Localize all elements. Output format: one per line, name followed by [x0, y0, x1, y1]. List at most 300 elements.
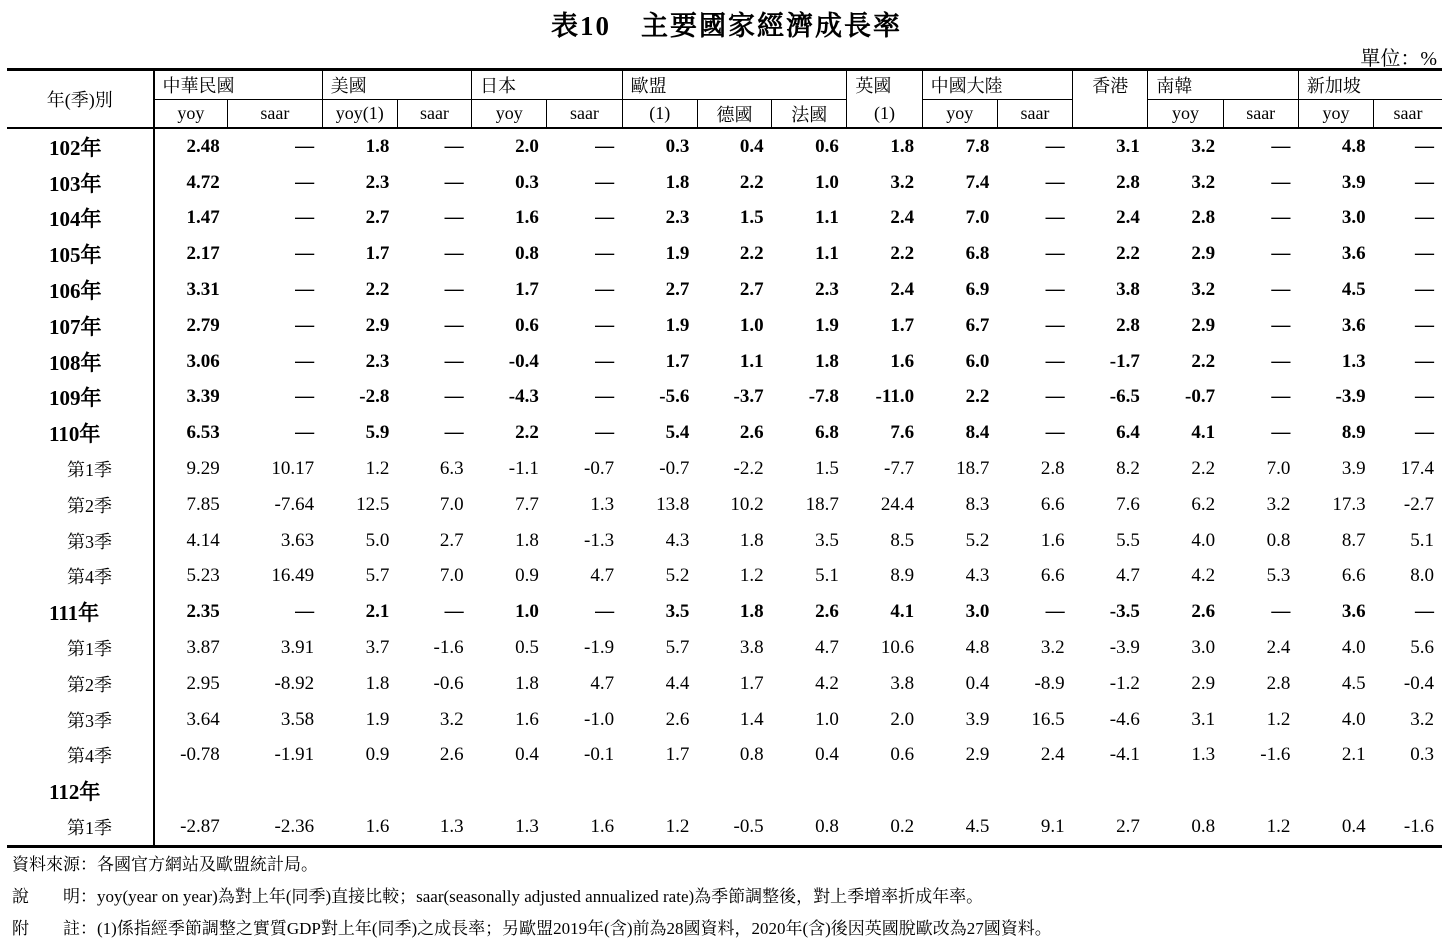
- table-cell: —: [595, 171, 615, 193]
- table-cell: 2.8: [1116, 171, 1140, 193]
- table-cell: 2.7: [439, 529, 464, 551]
- table-cell: 1.9: [665, 243, 690, 265]
- table-cell: —: [295, 314, 315, 336]
- row-label: 103年: [7, 165, 154, 201]
- table-cell: 4.3: [665, 529, 690, 551]
- table-cell: 4.5: [1341, 279, 1366, 301]
- table-cell: 2.4: [890, 279, 915, 301]
- table-cell: -1.9: [584, 637, 615, 659]
- row-label: 第2季: [7, 487, 154, 523]
- table-row: [7, 630, 1442, 666]
- group-header: 中國大陸: [922, 70, 1073, 100]
- table-cell: -0.6: [433, 672, 464, 694]
- table-cell: —: [295, 171, 315, 193]
- table-cell: —: [1271, 422, 1291, 444]
- table-cell: —: [1415, 314, 1434, 336]
- row-label: 109年: [7, 380, 154, 416]
- table-cell: —: [1415, 386, 1434, 408]
- table-cell: 1.7: [365, 243, 390, 265]
- page-title: [0, 4, 1453, 43]
- table-cell: -7.64: [274, 493, 315, 515]
- table-cell: 1.1: [739, 350, 764, 372]
- table-cell: 7.0: [1266, 458, 1291, 480]
- table-cell: 8.7: [1341, 529, 1366, 551]
- table-cell: 2.79: [186, 314, 220, 336]
- table-cell: 3.06: [186, 350, 220, 372]
- table-cell: 3.0: [965, 601, 990, 623]
- table-cell: 1.3: [397, 809, 471, 846]
- table-cell: —: [444, 243, 464, 265]
- sub-header: saar: [1223, 100, 1298, 129]
- table-cell: 2.17: [186, 243, 220, 265]
- table-cell: [772, 773, 847, 809]
- header-row-subs: [7, 100, 1442, 129]
- table-cell: -1.3: [584, 529, 615, 551]
- table-cell: 5.5: [1116, 529, 1140, 551]
- table-cell: 4.0: [1341, 708, 1366, 730]
- table-cell: 2.2: [1191, 458, 1216, 480]
- table-cell: —: [1045, 207, 1065, 229]
- group-header: 中華民國: [154, 70, 323, 100]
- table-cell: 24.4: [880, 493, 915, 515]
- table-cell: 3.2: [1191, 135, 1216, 157]
- table-cell: 3.8: [739, 637, 764, 659]
- table-cell: 10.17: [271, 458, 315, 480]
- group-header: 南韓: [1148, 70, 1299, 100]
- sub-header: saar: [547, 100, 622, 129]
- table-cell: 0.4: [1298, 809, 1373, 846]
- table-cell: 0.4: [965, 672, 990, 694]
- table-cell: —: [595, 207, 615, 229]
- table-cell: 2.3: [365, 350, 390, 372]
- row-label: 107年: [7, 308, 154, 344]
- table-cell: 3.2: [1191, 171, 1216, 193]
- table-cell: -7.8: [808, 386, 839, 408]
- table-cell: —: [1415, 601, 1434, 623]
- row-label: 111年: [7, 594, 154, 630]
- table-cell: 2.6: [665, 708, 690, 730]
- sub-header: yoy: [1298, 100, 1373, 129]
- table-cell: 12.5: [356, 493, 390, 515]
- table-cell: 2.3: [665, 207, 690, 229]
- table-cell: —: [444, 422, 464, 444]
- table-cell: —: [1415, 279, 1434, 301]
- table-cell: -2.7: [1403, 493, 1434, 515]
- table-cell: 2.9: [1191, 672, 1216, 694]
- footnote-text: 各國官方網站及歐盟統計局。: [97, 855, 318, 874]
- table-cell: —: [1271, 386, 1291, 408]
- table-row: [7, 380, 1442, 416]
- table-cell: 1.0: [815, 171, 839, 193]
- table-cell: 3.6: [1341, 243, 1366, 265]
- table-cell: 1.0: [815, 708, 839, 730]
- row-label: 108年: [7, 344, 154, 380]
- table-cell: 2.35: [186, 601, 220, 623]
- table-cell: 3.64: [186, 708, 220, 730]
- table-cell: —: [595, 243, 615, 265]
- table-cell: 6.6: [1040, 493, 1065, 515]
- table-cell: —: [595, 279, 615, 301]
- table-cell: 4.7: [815, 637, 839, 659]
- table-cell: 6.3: [439, 458, 464, 480]
- row-label: 第1季: [7, 630, 154, 666]
- footnote-line: [12, 881, 1052, 913]
- table-cell: —: [1271, 243, 1291, 265]
- table-cell: 8.5: [890, 529, 915, 551]
- table-cell: 0.8: [739, 744, 764, 766]
- table-cell: -8.9: [1034, 672, 1065, 694]
- sub-header: yoy: [1148, 100, 1223, 129]
- table-cell: 3.5: [815, 529, 839, 551]
- table-cell: 3.0: [1191, 637, 1216, 659]
- table-cell: 7.4: [965, 171, 990, 193]
- table-cell: 7.0: [439, 493, 464, 515]
- table-cell: [1148, 773, 1223, 809]
- table-cell: 2.7: [365, 207, 390, 229]
- table-cell: —: [1271, 350, 1291, 372]
- table-cell: 0.3: [1410, 744, 1434, 766]
- growth-table-container: [7, 68, 1442, 848]
- table-cell: 7.85: [186, 493, 220, 515]
- table-cell: —: [444, 386, 464, 408]
- sub-header: 法國: [772, 100, 847, 129]
- table-cell: 1.47: [186, 207, 220, 229]
- table-row: [7, 344, 1442, 380]
- table-cell: 5.6: [1410, 637, 1434, 659]
- table-cell: 1.6: [515, 207, 539, 229]
- table-cell: 1.2: [739, 565, 764, 587]
- table-cell: 1.7: [890, 314, 915, 336]
- table-cell: -3.9: [1109, 637, 1140, 659]
- table-cell: -3.9: [1335, 386, 1366, 408]
- table-cell: 3.7: [365, 637, 390, 659]
- sub-header: yoy(1): [322, 100, 397, 129]
- table-cell: 1.3: [590, 493, 615, 515]
- table-cell: 4.7: [590, 672, 615, 694]
- table-cell: 1.8: [815, 350, 839, 372]
- sub-header: (1): [847, 100, 922, 129]
- table-cell: 3.2: [439, 708, 464, 730]
- table-cell: 6.6: [1040, 565, 1065, 587]
- table-cell: —: [444, 279, 464, 301]
- table-cell: 1.5: [739, 207, 764, 229]
- footnote-text: yoy(year on year)為對上年(同季)直接比較；saar(seasonally adjusted annualized rate)為季節調整後，對上季增率折成年率。: [97, 887, 984, 906]
- table-cell: —: [1045, 171, 1065, 193]
- table-cell: —: [444, 171, 464, 193]
- table-cell: —: [1271, 279, 1291, 301]
- table-cell: -3.5: [1109, 601, 1140, 623]
- table-cell: 2.4: [890, 207, 915, 229]
- table-cell: -4.6: [1109, 708, 1140, 730]
- table-cell: 3.63: [280, 529, 315, 551]
- table-cell: 10.6: [880, 637, 915, 659]
- table-cell: 7.8: [965, 135, 990, 157]
- table-cell: 2.0: [890, 708, 915, 730]
- table-cell: 0.4: [515, 744, 539, 766]
- table-cell: 4.0: [1341, 637, 1366, 659]
- table-cell: 6.7: [965, 314, 990, 336]
- table-cell: [228, 773, 322, 809]
- table-cell: 0.6: [815, 135, 839, 157]
- sub-header: (1): [622, 100, 697, 129]
- table-cell: —: [1045, 601, 1065, 623]
- table-row: [7, 487, 1442, 523]
- table-cell: 4.14: [186, 529, 220, 551]
- table-row: [7, 523, 1442, 559]
- table-cell: 1.8: [739, 529, 764, 551]
- table-cell: 2.4: [1116, 207, 1140, 229]
- table-cell: 8.9: [890, 565, 915, 587]
- sub-header: yoy: [154, 100, 228, 129]
- table-cell: 2.2: [739, 243, 764, 265]
- table-cell: 1.8: [515, 529, 539, 551]
- table-cell: —: [1415, 171, 1434, 193]
- row-label: 第1季: [7, 809, 154, 846]
- table-cell: [847, 773, 922, 809]
- table-cell: 8.4: [965, 422, 990, 444]
- table-row: [7, 773, 1442, 809]
- table-cell: 1.8: [665, 171, 690, 193]
- table-cell: 2.9: [965, 744, 990, 766]
- table-cell: [397, 773, 471, 809]
- table-cell: —: [295, 243, 315, 265]
- table-cell: 0.3: [515, 171, 539, 193]
- row-label: 第4季: [7, 559, 154, 595]
- table-cell: 1.2: [622, 809, 697, 846]
- table-cell: 3.2: [1040, 637, 1065, 659]
- table-cell: 2.2: [365, 279, 390, 301]
- table-cell: —: [444, 601, 464, 623]
- table-cell: 10.2: [730, 493, 764, 515]
- footnotes: [12, 849, 1052, 945]
- table-cell: 4.1: [1191, 422, 1216, 444]
- table-cell: 6.2: [1191, 493, 1216, 515]
- table-cell: 2.8: [1116, 314, 1140, 336]
- table-cell: 3.2: [1191, 279, 1216, 301]
- table-cell: 18.7: [956, 458, 990, 480]
- table-cell: [997, 773, 1072, 809]
- table-cell: 5.7: [665, 637, 690, 659]
- table-cell: 1.3: [472, 809, 547, 846]
- table-cell: 0.8: [515, 243, 539, 265]
- table-cell: -1.91: [274, 744, 315, 766]
- table-cell: 2.6: [739, 422, 764, 444]
- table-cell: —: [1045, 386, 1065, 408]
- table-cell: —: [1415, 243, 1434, 265]
- table-cell: 2.2: [890, 243, 915, 265]
- table-cell: [622, 773, 697, 809]
- table-cell: —: [295, 207, 315, 229]
- table-cell: 3.1: [1191, 708, 1216, 730]
- table-cell: 3.8: [1116, 279, 1140, 301]
- table-cell: 1.2: [365, 458, 390, 480]
- row-label: 104年: [7, 201, 154, 237]
- table-cell: 2.2: [1191, 350, 1216, 372]
- row-label: 第4季: [7, 738, 154, 774]
- row-label: 第2季: [7, 666, 154, 702]
- table-cell: 0.8: [1266, 529, 1291, 551]
- table-row: [7, 272, 1442, 308]
- table-cell: —: [444, 207, 464, 229]
- growth-table: [7, 68, 1442, 848]
- table-cell: 1.7: [665, 744, 690, 766]
- table-cell: —: [1271, 171, 1291, 193]
- table-cell: 2.9: [1191, 243, 1216, 265]
- table-cell: 5.23: [186, 565, 220, 587]
- table-cell: —: [444, 350, 464, 372]
- table-number: 表10: [551, 11, 611, 41]
- table-row: [7, 702, 1442, 738]
- table-cell: 6.9: [965, 279, 990, 301]
- table-cell: —: [1415, 207, 1434, 229]
- sub-header: yoy: [922, 100, 997, 129]
- table-cell: —: [595, 422, 615, 444]
- row-label: 110年: [7, 415, 154, 451]
- table-cell: -5.6: [659, 386, 690, 408]
- table-cell: -1.6: [1374, 809, 1442, 846]
- footnote-key: 資料來源：: [12, 855, 97, 874]
- table-cell: 8.3: [965, 493, 990, 515]
- row-label: 第1季: [7, 451, 154, 487]
- table-cell: 1.6: [1040, 529, 1065, 551]
- table-cell: 5.2: [965, 529, 990, 551]
- table-cell: 3.2: [890, 171, 915, 193]
- table-cell: 3.58: [280, 708, 315, 730]
- table-row: [7, 201, 1442, 237]
- row-label: 105年: [7, 236, 154, 272]
- table-cell: 3.91: [280, 637, 315, 659]
- sub-header: saar: [1374, 100, 1442, 129]
- table-cell: 7.6: [1116, 493, 1140, 515]
- table-cell: 0.9: [515, 565, 539, 587]
- table-cell: 4.4: [665, 672, 690, 694]
- table-cell: 7.6: [890, 422, 915, 444]
- table-cell: —: [1045, 279, 1065, 301]
- table-cell: —: [1271, 601, 1291, 623]
- table-row: [7, 165, 1442, 201]
- table-cell: 8.0: [1410, 565, 1434, 587]
- table-cell: 1.6: [515, 708, 539, 730]
- unit-label: 單位：%: [1360, 48, 1437, 70]
- table-cell: 6.8: [965, 243, 990, 265]
- table-cell: 1.9: [665, 314, 690, 336]
- table-cell: 0.6: [890, 744, 915, 766]
- table-cell: 1.0: [739, 314, 764, 336]
- table-cell: 0.4: [815, 744, 839, 766]
- table-cell: 5.0: [365, 529, 390, 551]
- table-cell: -0.4: [1403, 672, 1434, 694]
- table-cell: 4.2: [1191, 565, 1216, 587]
- table-row: [7, 451, 1442, 487]
- table-cell: 2.3: [815, 279, 839, 301]
- table-cell: 2.7: [1073, 809, 1148, 846]
- table-cell: —: [295, 601, 315, 623]
- table-cell: 2.48: [186, 135, 220, 157]
- table-cell: 0.3: [665, 135, 690, 157]
- table-cell: 2.2: [965, 386, 990, 408]
- table-cell: 3.0: [1341, 207, 1366, 229]
- table-cell: 2.7: [665, 279, 690, 301]
- table-cell: -11.0: [875, 386, 915, 408]
- table-cell: 6.6: [1341, 565, 1366, 587]
- table-cell: 1.6: [322, 809, 397, 846]
- table-cell: 5.1: [1410, 529, 1434, 551]
- table-cell: 3.1: [1116, 135, 1140, 157]
- table-cell: 1.6: [890, 350, 915, 372]
- table-cell: 7.7: [515, 493, 539, 515]
- table-cell: 0.9: [365, 744, 390, 766]
- table-cell: -7.7: [884, 458, 915, 480]
- table-cell: [1374, 773, 1442, 809]
- sub-header: [1073, 100, 1148, 129]
- table-cell: —: [295, 386, 315, 408]
- table-cell: 3.9: [1341, 458, 1366, 480]
- table-cell: —: [444, 135, 464, 157]
- table-row: [7, 415, 1442, 451]
- table-cell: -2.36: [228, 809, 322, 846]
- table-cell: [154, 773, 228, 809]
- table-cell: —: [595, 314, 615, 336]
- table-cell: 1.4: [739, 708, 764, 730]
- table-cell: -0.4: [508, 350, 539, 372]
- table-cell: 1.8: [890, 135, 915, 157]
- table-cell: 2.2: [515, 422, 539, 444]
- table-cell: —: [595, 601, 615, 623]
- table-cell: 1.9: [815, 314, 839, 336]
- table-cell: 17.4: [1400, 458, 1434, 480]
- table-cell: —: [295, 422, 315, 444]
- group-header: 美國: [322, 70, 472, 100]
- table-cell: -3.7: [733, 386, 764, 408]
- table-row: [7, 594, 1442, 630]
- table-cell: —: [295, 279, 315, 301]
- table-cell: 3.31: [186, 279, 220, 301]
- table-cell: -0.7: [584, 458, 615, 480]
- table-cell: 0.6: [515, 314, 539, 336]
- table-cell: 5.1: [815, 565, 839, 587]
- table-cell: 2.2: [1116, 243, 1140, 265]
- row-label: 112年: [7, 773, 154, 809]
- table-row: [7, 809, 1442, 846]
- table-cell: 13.8: [656, 493, 690, 515]
- table-cell: 1.8: [739, 601, 764, 623]
- table-cell: 1.3: [1341, 350, 1366, 372]
- table-cell: -2.87: [154, 809, 228, 846]
- table-cell: 5.4: [665, 422, 690, 444]
- table-row: [7, 128, 1442, 165]
- table-cell: —: [1415, 422, 1434, 444]
- table-cell: -2.8: [359, 386, 390, 408]
- table-cell: 9.1: [997, 809, 1072, 846]
- table-cell: 2.8: [1266, 672, 1291, 694]
- table-cell: 0.8: [1148, 809, 1223, 846]
- table-cell: -1.6: [1260, 744, 1291, 766]
- table-cell: 5.2: [665, 565, 690, 587]
- table-cell: 0.2: [847, 809, 922, 846]
- table-cell: 17.3: [1332, 493, 1366, 515]
- table-cell: [697, 773, 771, 809]
- table-cell: 4.3: [965, 565, 990, 587]
- table-cell: [1073, 773, 1148, 809]
- table-cell: 2.7: [739, 279, 764, 301]
- group-header: 英國: [847, 70, 922, 100]
- footnote-key: 附 註：: [12, 919, 97, 938]
- table-cell: 6.8: [815, 422, 839, 444]
- table-cell: 2.8: [1191, 207, 1216, 229]
- table-cell: 1.7: [665, 350, 690, 372]
- table-cell: 2.3: [365, 171, 390, 193]
- table-cell: -1.7: [1109, 350, 1140, 372]
